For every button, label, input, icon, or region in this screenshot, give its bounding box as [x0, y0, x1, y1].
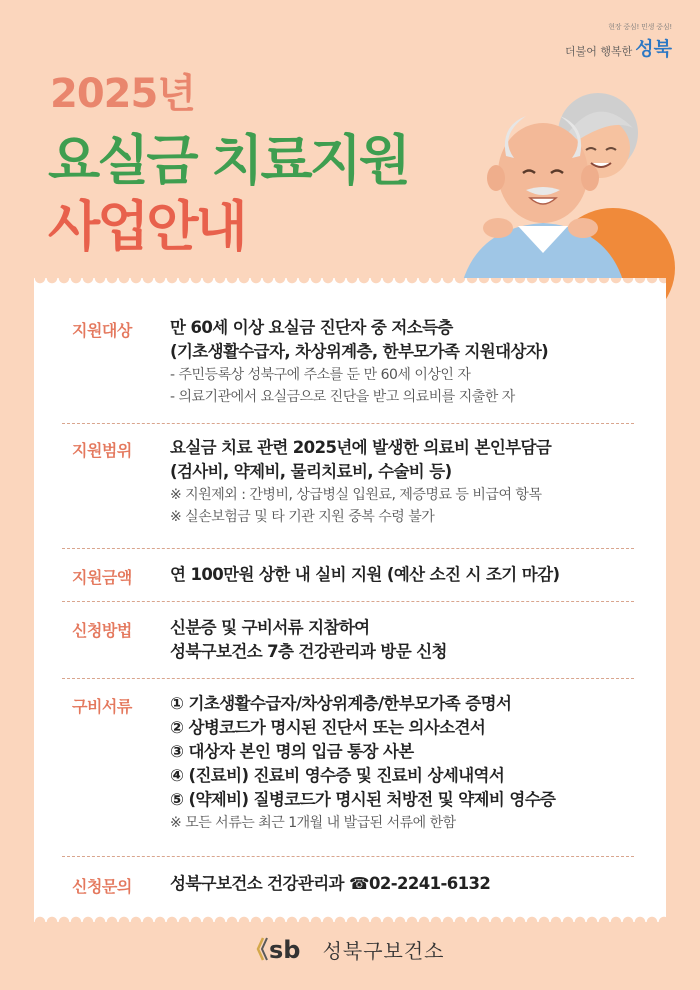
document-item: ⑤ (약제비) 질병코드가 명시된 처방전 및 약제비 영수증	[170, 790, 556, 809]
footer	[0, 934, 700, 964]
section-note: - 의료기관에서 요실금으로 진단을 받고 의료비를 지출한 자	[170, 389, 515, 405]
section-content	[170, 563, 630, 587]
section-content	[170, 692, 630, 834]
elderly-couple-illustration	[448, 78, 678, 303]
section-note: - 주민등록상 성북구에 주소를 둔 만 60세 이상인 자	[170, 367, 471, 383]
document-item: ③ 대상자 본인 명의 입금 통장 사본	[170, 742, 414, 761]
document-item: ④ (진료비) 진료비 영수증 및 진료비 상세내역서	[170, 766, 505, 785]
section-line: 신분증 및 구비서류 지참하여	[170, 618, 370, 637]
section-line: (기초생활수급자, 차상위계층, 한부모가족 지원대상자)	[170, 342, 549, 361]
section-note: ※ 모든 서류는 최근 1개월 내 발급된 서류에 한함	[170, 815, 456, 831]
year-heading: 2025년	[50, 71, 195, 117]
footer-org-name: 성북구보건소	[322, 938, 445, 963]
section-divider	[62, 423, 634, 424]
section-divider	[62, 678, 634, 679]
svg-text:sb: sb	[269, 936, 301, 964]
slogan-main	[565, 34, 672, 61]
section-label: 신청방법	[72, 621, 132, 640]
page-title: 요실금 치료지원	[48, 129, 408, 192]
section-content	[170, 436, 630, 528]
section-line: 성북구보건소 7층 건강관리과 방문 신청	[170, 642, 447, 661]
section-content	[170, 872, 630, 896]
slogan-text: 더불어 행복한	[565, 45, 633, 58]
section-content	[170, 316, 630, 408]
section-content	[170, 616, 630, 664]
section-label: 지원범위	[72, 441, 132, 460]
slogan-brand: 성북	[635, 38, 672, 60]
section-line: 만 60세 이상 요실금 진단자 중 저소득층	[170, 318, 453, 337]
section-divider	[62, 856, 634, 857]
document-item: ② 상병코드가 명시된 진단서 또는 의사소견서	[170, 718, 486, 737]
section-line: (검사비, 약제비, 물리치료비, 수술비 등)	[170, 462, 452, 481]
section-divider	[62, 601, 634, 602]
section-line: 연 100만원 상한 내 실비 지원 (예산 소진 시 조기 마감)	[170, 565, 560, 584]
slogan	[565, 22, 672, 61]
document-item: ① 기초생활수급자/차상위계층/한부모가족 증명서	[170, 694, 512, 713]
section-label: 지원금액	[72, 568, 132, 587]
section-line: 요실금 치료 관련 2025년에 발생한 의료비 본인부담금	[170, 438, 552, 457]
sb-logo-icon	[255, 934, 313, 964]
page-subtitle: 사업안내	[48, 195, 245, 258]
section-note: ※ 지원제외 : 간병비, 상급병실 입원료, 제증명료 등 비급여 항목	[170, 487, 542, 503]
card-perforation-bottom	[34, 912, 666, 922]
section-label: 구비서류	[72, 697, 132, 716]
section-note: ※ 실손보험금 및 타 기관 지원 중복 수령 불가	[170, 509, 435, 525]
section-label: 신청문의	[72, 877, 132, 896]
contact-line: 성북구보건소 건강관리과 ☎02-2241-6132	[170, 874, 491, 893]
section-divider	[62, 548, 634, 549]
slogan-tagline: 현장 중심! 민생 중심!	[608, 23, 672, 31]
section-label: 지원대상	[72, 321, 132, 340]
